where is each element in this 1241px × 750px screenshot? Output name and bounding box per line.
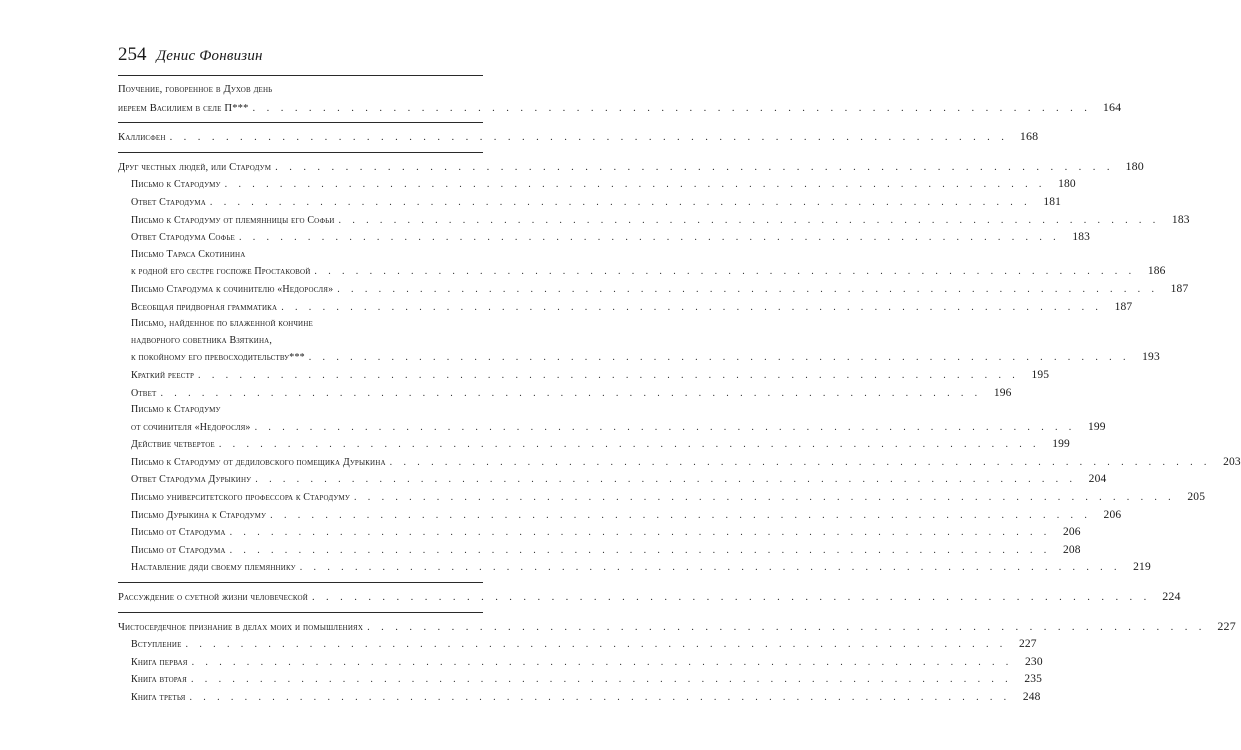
toc-subentry [118, 194, 1062, 212]
entry-title: Друг честных людей, или Стародум [118, 161, 272, 173]
entry-title: Письмо Стародума к сочинителю «Недоросля» [131, 283, 334, 295]
section-divider [118, 582, 483, 583]
toc-subentry [118, 299, 1133, 317]
toc-section-kallisfen [118, 128, 1039, 147]
toc-entry [118, 128, 1039, 147]
entry-title: Ответ [131, 387, 157, 399]
entry-page-number: 183 [1171, 213, 1190, 226]
dot-leader: . . . . . . . . . . . . . . . . . . . . . . . . . . . . . . . . . . . . . . . . . . . . . . . . . . . . . . . . . . . . [169, 132, 1009, 144]
toc-subentry [118, 471, 1107, 489]
entry-title: Всеобщая придворная грамматика [131, 301, 278, 313]
entry-page-number: 219 [1133, 561, 1151, 574]
dot-leader: . . . . . . . . . . . . . . . . . . . . . . . . . . . . . . . . . . . . . . . . . . . . . . . . . . . . . . . . . . . . [229, 544, 1051, 556]
entry-title: Книга вторая [131, 674, 187, 686]
entry-title: Чистосердечное признание в делах моих и помышлениях [118, 621, 364, 633]
toc-subentry [118, 229, 1091, 247]
dot-leader: . . . . . . . . . . . . . . . . . . . . . . . . . . . . . . . . . . . . . . . . . . . . . . . . . . . . . . . . . . . . [185, 639, 1007, 651]
toc-entry [118, 588, 1181, 607]
toc-section-pouchenie [118, 82, 1122, 117]
entry-title: Письмо университетского профессора к Стародуму [131, 492, 350, 504]
toc-entry [118, 158, 1144, 177]
entry-title: от сочинителя «Недоросля» [131, 421, 251, 433]
dot-leader: . . . . . . . . . . . . . . . . . . . . . . . . . . . . . . . . . . . . . . . . . . . . . . . . . . . . . . . . . . . . [299, 562, 1121, 574]
entry-page-number: 206 [1063, 526, 1081, 539]
dot-leader: . . . . . . . . . . . . . . . . . . . . . . . . . . . . . . . . . . . . . . . . . . . . . . . . . . . . . . . . . . . . [255, 474, 1077, 486]
dot-leader: . . . . . . . . . . . . . . . . . . . . . . . . . . . . . . . . . . . . . . . . . . . . . . . . . . . . . . . . . . . . [281, 301, 1103, 313]
entry-title: к родной его сестре госпоже Простаковой [131, 266, 311, 278]
toc-subentry [118, 176, 1076, 194]
dot-leader: . . . . . . . . . . . . . . . . . . . . . . . . . . . . . . . . . . . . . . . . . . . . . . . . . . . . . . . . . . . . [275, 161, 1114, 173]
toc-subentry [118, 489, 1206, 507]
dot-leader: . . . . . . . . . . . . . . . . . . . . . . . . . . . . . . . . . . . . . . . . . . . . . . . . . . . . . . . . . . . . [191, 656, 1013, 668]
entry-page-number: 227 [1217, 618, 1236, 633]
dot-leader: . . . . . . . . . . . . . . . . . . . . . . . . . . . . . . . . . . . . . . . . . . . . . . . . . . . . . . . . . . . . [353, 492, 1176, 504]
header-rule [118, 75, 483, 76]
entry-title: Рассуждение о суетной жизни человеческой [118, 592, 308, 604]
entry-title: Письмо от Стародума [131, 544, 226, 556]
section-divider [118, 122, 483, 123]
toc-subentry [118, 247, 1166, 281]
entry-title: Ответ Стародума Дурыкину [131, 474, 252, 486]
dot-leader: . . . . . . . . . . . . . . . . . . . . . . . . . . . . . . . . . . . . . . . . . . . . . . . . . . . . . . . . . . . . [189, 692, 1011, 703]
toc-subentry [118, 454, 1241, 472]
entry-title: Письмо к Стародуму от дедиловского помещика Дурыкина [131, 456, 386, 468]
toc-subentry [118, 436, 1070, 454]
entry-page-number: 180 [1125, 158, 1144, 173]
dot-leader: . . . . . . . . . . . . . . . . . . . . . . . . . . . . . . . . . . . . . . . . . . . . . . . . . . . . . . . . . . . . [311, 592, 1151, 604]
toc-subentry [118, 636, 1037, 654]
dot-leader: . . . . . . . . . . . . . . . . . . . . . . . . . . . . . . . . . . . . . . . . . . . . . . . . . . . . . . . . . . . . [308, 352, 1130, 364]
entry-title-line: Поучение, говоренное в Духов день [118, 84, 273, 95]
toc-subentry [118, 212, 1190, 230]
entry-title-line: Письмо Тараса Скотинина [131, 248, 246, 260]
entry-title-line: Письмо к Стародуму [131, 404, 221, 416]
dot-leader: . . . . . . . . . . . . . . . . . . . . . . . . . . . . . . . . . . . . . . . . . . . . . . . . . . . . . . . . . . . . [314, 266, 1136, 278]
dot-leader: . . . . . . . . . . . . . . . . . . . . . . . . . . . . . . . . . . . . . . . . . . . . . . . . . . . . . . . . . . . . [338, 214, 1160, 226]
entry-page-number: 183 [1072, 231, 1091, 244]
entry-page-number: 180 [1058, 178, 1076, 191]
entry-page-number: 195 [1031, 368, 1050, 381]
dot-leader: . . . . . . . . . . . . . . . . . . . . . . . . . . . . . . . . . . . . . . . . . . . . . . . . . . . . . . . . . . . . [238, 232, 1061, 244]
entry-page-number: 224 [1162, 589, 1181, 604]
dot-leader: . . . . . . . . . . . . . . . . . . . . . . . . . . . . . . . . . . . . . . . . . . . . . . . . . . . . . . . . . . . . [198, 369, 1020, 381]
entry-page-number: 187 [1170, 282, 1189, 295]
toc-entry [118, 82, 1122, 117]
toc-section-chistoserdechnoe-priznanie [118, 618, 1236, 707]
entry-page-number: 168 [1019, 129, 1039, 144]
entry-title: Письмо к Стародуму от племянницы его Софьи [131, 214, 335, 226]
entry-title: Письмо к Стародуму [131, 179, 221, 191]
running-author: Денис Фонвизин [156, 48, 263, 64]
toc-section-rassuzhdenie [118, 588, 1181, 607]
toc-subentry [118, 316, 1160, 367]
toc-subentry [118, 654, 1043, 672]
entry-title: Письмо от Стародума [131, 527, 226, 539]
entry-page-number: 230 [1025, 655, 1043, 668]
entry-page-number: 208 [1063, 543, 1081, 556]
dot-leader: . . . . . . . . . . . . . . . . . . . . . . . . . . . . . . . . . . . . . . . . . . . . . . . . . . . . . . . . . . . . [254, 421, 1076, 433]
entry-title: Ответ Стародума Софье [131, 232, 235, 244]
entry-page-number: 164 [1102, 99, 1122, 114]
entry-page-number: 203 [1223, 455, 1241, 468]
entry-page-number: 187 [1114, 300, 1133, 313]
entry-title: иереем Василием в селе П*** [118, 102, 249, 114]
toc-section-drug-chestnyh-lyudey [118, 158, 1241, 577]
entry-title: Письмо Дурыкина к Стародуму [131, 509, 267, 521]
entry-page-number: 248 [1022, 691, 1041, 703]
dot-leader: . . . . . . . . . . . . . . . . . . . . . . . . . . . . . . . . . . . . . . . . . . . . . . . . . . . . . . . . . . . . [367, 621, 1206, 633]
entry-title: к покойному его превосходительству*** [131, 352, 305, 364]
toc-subentry [118, 671, 1043, 689]
dot-leader: . . . . . . . . . . . . . . . . . . . . . . . . . . . . . . . . . . . . . . . . . . . . . . . . . . . . . . . . . . . . [160, 387, 982, 399]
entry-page-number: 199 [1088, 420, 1106, 433]
entry-page-number: 199 [1052, 438, 1070, 451]
entry-title-line: Письмо, найденное по блаженной кончине [131, 318, 313, 330]
page-number: 254 [118, 44, 147, 65]
entry-page-number: 193 [1142, 351, 1160, 364]
dot-leader: . . . . . . . . . . . . . . . . . . . . . . . . . . . . . . . . . . . . . . . . . . . . . . . . . . . . . . . . . . . . [224, 179, 1046, 191]
entry-title: Ответ Стародума [131, 196, 206, 208]
entry-title: Действие четвертое [131, 439, 215, 451]
toc-subentry [118, 507, 1122, 525]
toc-subentry [118, 559, 1151, 577]
entry-title: Книга третья [131, 692, 186, 703]
dot-leader: . . . . . . . . . . . . . . . . . . . . . . . . . . . . . . . . . . . . . . . . . . . . . . . . . . . . . . . . . . . . [218, 439, 1040, 451]
toc-entry [118, 618, 1236, 637]
entry-title: Вступление [131, 639, 182, 651]
entry-title: Книга первая [131, 656, 188, 668]
dot-leader: . . . . . . . . . . . . . . . . . . . . . . . . . . . . . . . . . . . . . . . . . . . . . . . . . . . . . . . . . . . . [252, 102, 1092, 114]
dot-leader: . . . . . . . . . . . . . . . . . . . . . . . . . . . . . . . . . . . . . . . . . . . . . . . . . . . . . . . . . . . . [337, 283, 1159, 295]
entry-title-line: надворного советника Взяткина, [131, 334, 273, 346]
dot-leader: . . . . . . . . . . . . . . . . . . . . . . . . . . . . . . . . . . . . . . . . . . . . . . . . . . . . . . . . . . . . [270, 509, 1092, 521]
toc-subentry [118, 689, 1041, 707]
toc-subentry [118, 524, 1081, 542]
entry-page-number: 235 [1024, 673, 1043, 686]
entry-title: Краткий реестр [131, 369, 195, 381]
toc-subentry [118, 281, 1189, 299]
toc-subentry [118, 367, 1050, 385]
toc-subentry [118, 402, 1106, 436]
entry-page-number: 205 [1187, 491, 1206, 504]
entry-title: Наставление дяди своему племяннику [131, 562, 296, 574]
dot-leader: . . . . . . . . . . . . . . . . . . . . . . . . . . . . . . . . . . . . . . . . . . . . . . . . . . . . . . . . . . . . [209, 196, 1032, 208]
entry-page-number: 204 [1088, 473, 1107, 486]
section-divider [118, 152, 483, 153]
dot-leader: . . . . . . . . . . . . . . . . . . . . . . . . . . . . . . . . . . . . . . . . . . . . . . . . . . . . . . . . . . . . [229, 527, 1051, 539]
running-header [118, 44, 263, 66]
dot-leader: . . . . . . . . . . . . . . . . . . . . . . . . . . . . . . . . . . . . . . . . . . . . . . . . . . . . . . . . . . . . [389, 456, 1211, 468]
entry-page-number: 227 [1018, 638, 1037, 651]
dot-leader: . . . . . . . . . . . . . . . . . . . . . . . . . . . . . . . . . . . . . . . . . . . . . . . . . . . . . . . . . . . . [190, 674, 1013, 686]
toc-subentry [118, 385, 1012, 403]
toc-subentry [118, 542, 1081, 560]
section-divider [118, 612, 483, 613]
entry-page-number: 196 [993, 386, 1012, 399]
entry-title: Каллисфен [118, 132, 166, 144]
table-of-contents [118, 82, 1241, 712]
entry-page-number: 181 [1043, 195, 1062, 208]
entry-page-number: 206 [1103, 508, 1122, 521]
entry-page-number: 186 [1147, 265, 1166, 278]
